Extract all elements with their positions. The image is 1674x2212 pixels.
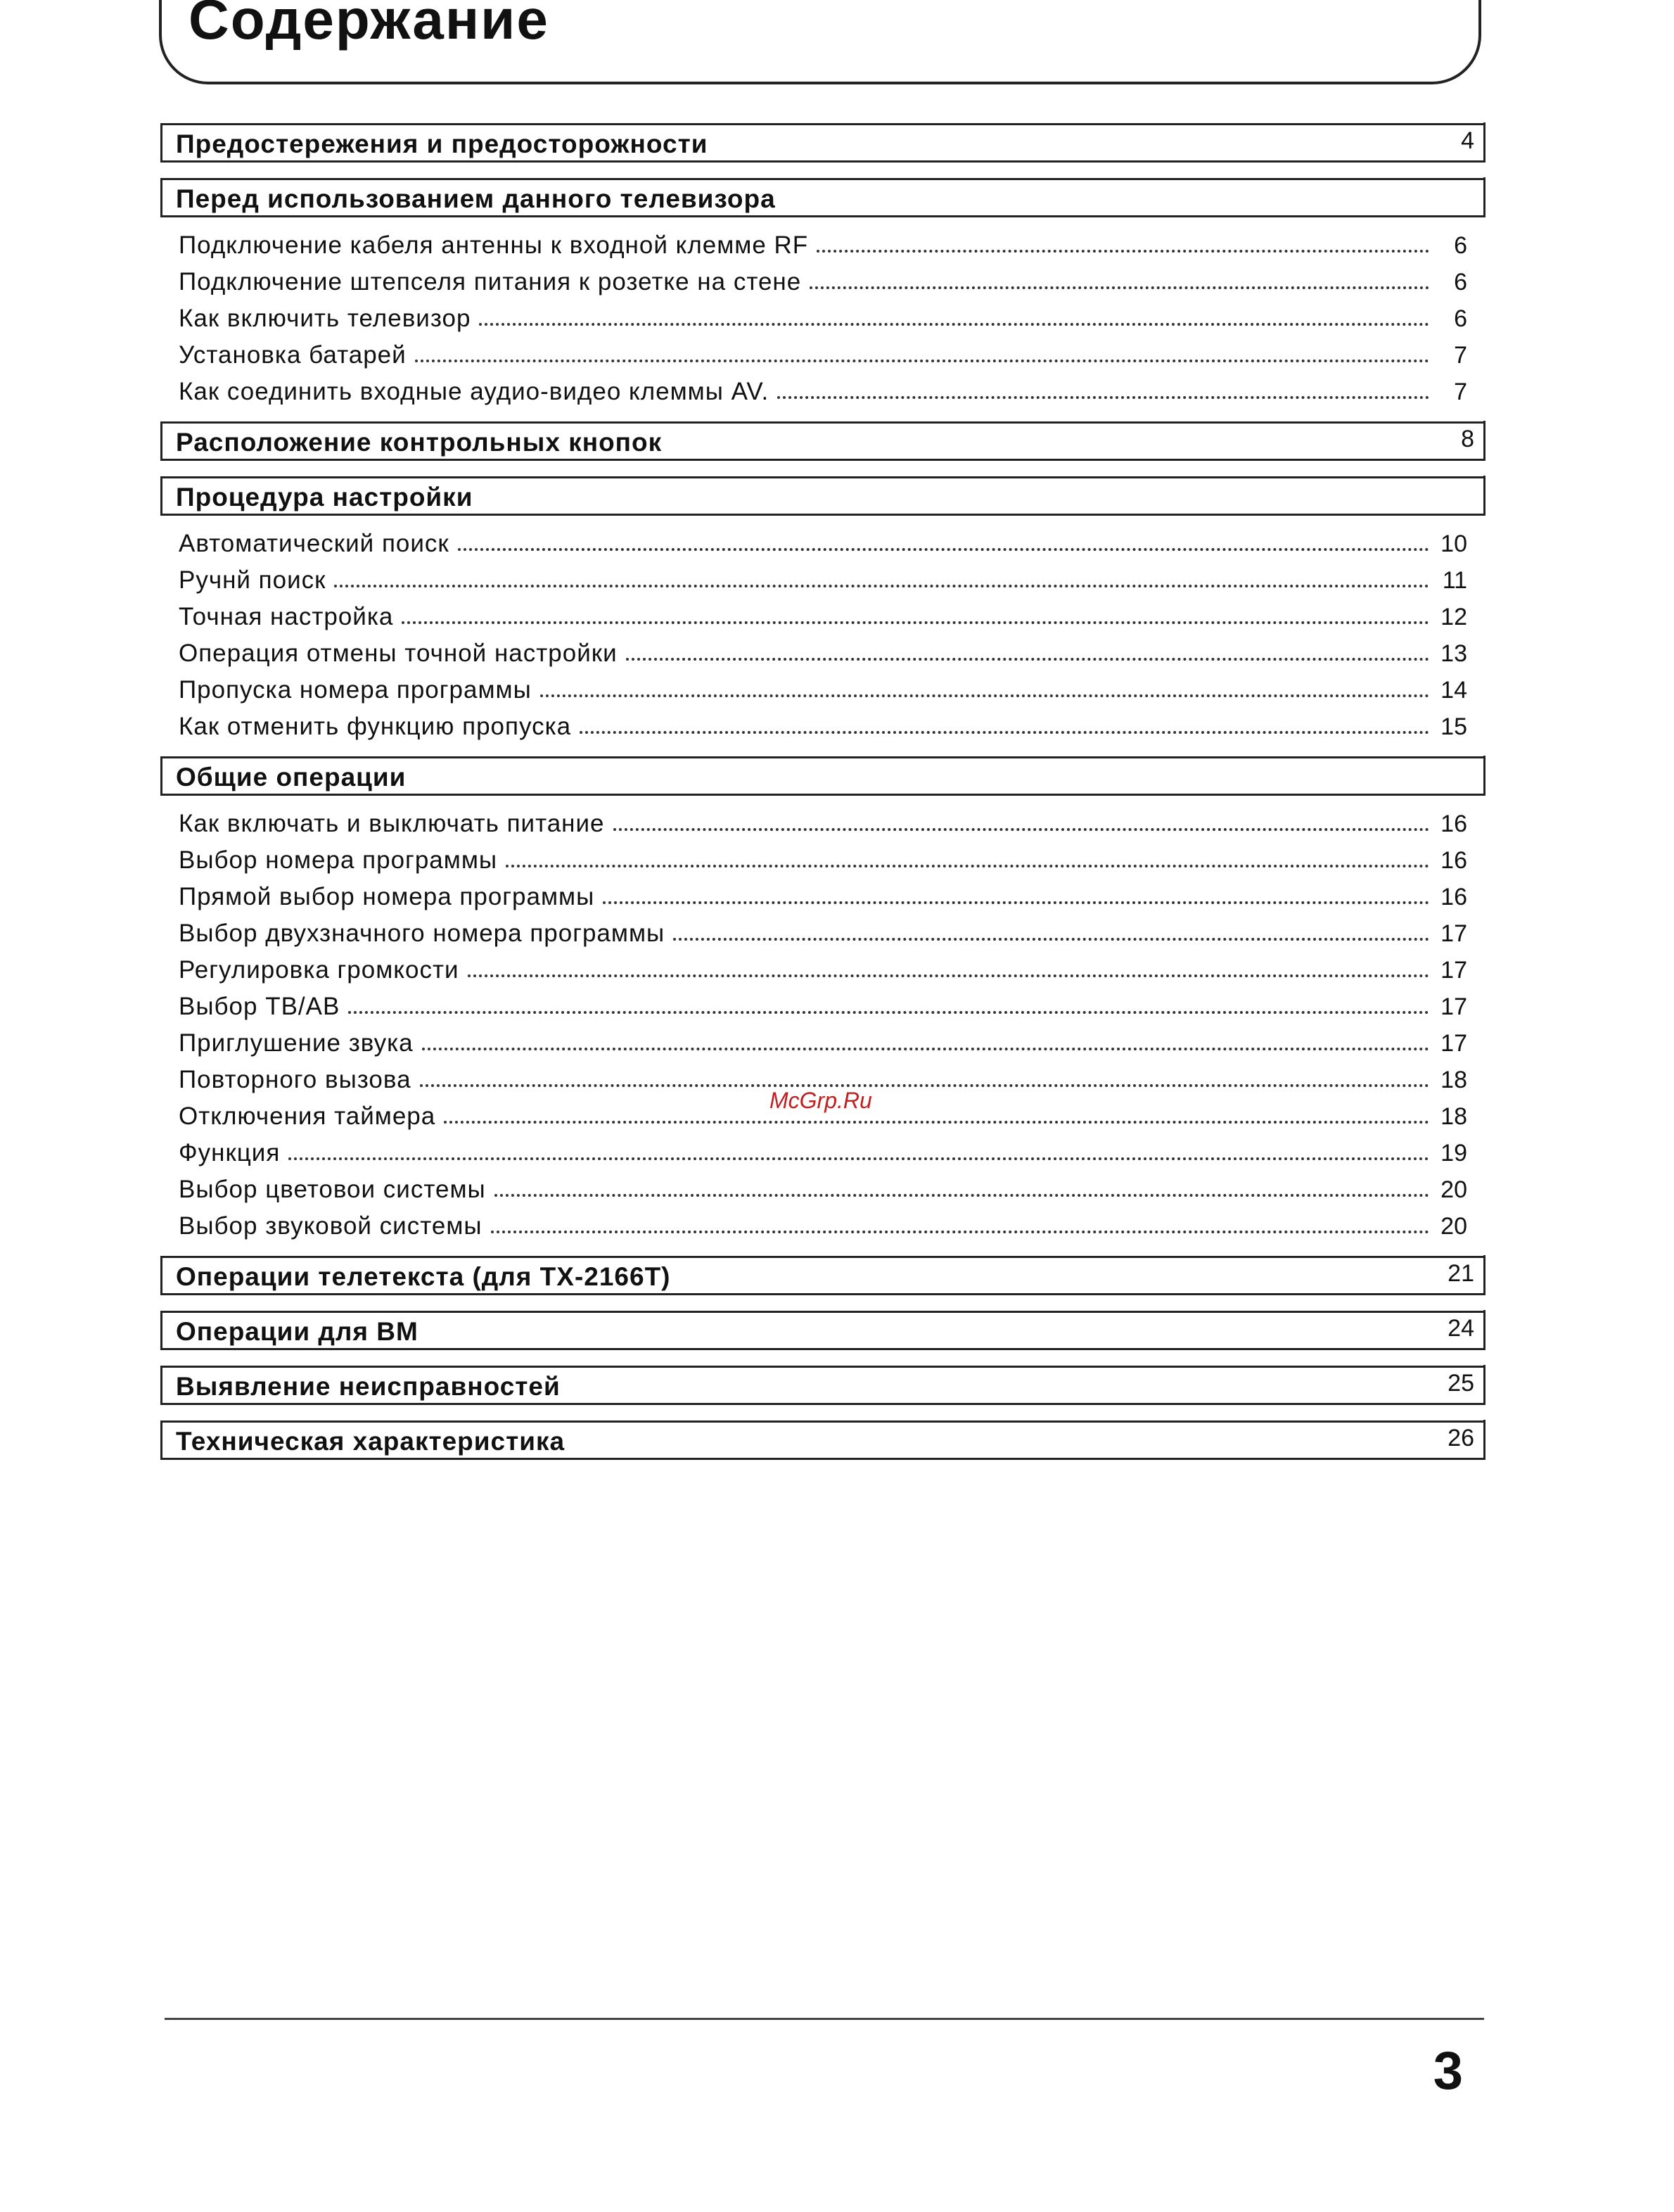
dot-leader [580,730,1429,734]
entry-label: Выбор номера программы [179,846,498,874]
dot-leader [288,1157,1429,1160]
entry-label: Пропуска номера программы [179,676,532,704]
entry-label: Установка батарей [179,341,407,369]
toc-section [160,1420,1485,1460]
section-page-number: 21 [1448,1260,1474,1287]
entry-page-number: 16 [1440,847,1467,874]
entry-page-number: 20 [1440,1213,1467,1240]
section-title[interactable]: Общие операции [176,763,411,792]
entry-page-number: 17 [1440,920,1467,947]
toc-section [160,476,1485,516]
toc-entry[interactable] [160,668,1485,704]
section-title[interactable]: Техническая характеристика [176,1427,570,1456]
toc-entry[interactable] [160,838,1485,875]
entry-page-number: 17 [1440,993,1467,1020]
entry-page-number: 11 [1442,567,1467,594]
toc-entry[interactable] [160,1167,1485,1204]
dot-leader [402,621,1429,624]
section-title[interactable]: Операции телетекста (для TX-2166T) [176,1262,677,1292]
toc-section [160,1311,1485,1350]
toc-section [160,756,1485,796]
entry-label: Операция отмены точной настройки [179,640,618,667]
entry-page-number: 16 [1440,884,1467,910]
entry-label: Регулировка громкости [179,956,459,984]
entry-page-number: 6 [1454,232,1467,259]
toc-section [160,1366,1485,1405]
entry-page-number: 13 [1440,640,1467,667]
toc-entry[interactable] [160,558,1485,595]
entry-page-number: 6 [1454,305,1467,332]
toc-section [160,421,1485,461]
section-title[interactable]: Расположение контрольных кнопок [176,428,667,457]
toc-entry[interactable] [160,984,1485,1021]
section-page-number: 24 [1448,1315,1474,1342]
dot-leader [422,1047,1429,1050]
entry-list [160,801,1485,1240]
entry-page-number: 16 [1440,811,1467,837]
entry-page-number: 17 [1440,1030,1467,1057]
entry-label: Выбор цветовои системы [179,1176,486,1203]
section-title[interactable]: Перед использованием данного телевизора [176,184,781,214]
section-title[interactable]: Выявление неисправностей [176,1372,566,1401]
entry-label: Приглушение звука [179,1029,414,1057]
toc-entry[interactable] [160,875,1485,911]
entry-page-number: 14 [1440,677,1467,704]
entry-page-number: 18 [1440,1103,1467,1130]
entry-label: Автоматический поиск [179,530,449,557]
toc-entry[interactable] [160,296,1485,333]
toc-entry[interactable] [160,948,1485,984]
toc-entry[interactable] [160,333,1485,369]
entry-label: Выбор двухзначного номера программы [179,920,665,947]
entry-page-number: 12 [1440,604,1467,630]
section-page-number: 8 [1461,426,1474,452]
entry-label: Подключение кабеля антенны к входной клемме RF [179,231,809,259]
dot-leader [603,901,1429,904]
section-page-number: 4 [1461,127,1474,154]
dot-leader [334,584,1429,587]
dot-leader [810,286,1429,289]
toc-entry[interactable] [160,521,1485,558]
toc-entry[interactable] [160,595,1485,631]
entry-page-number: 17 [1440,957,1467,984]
entry-page-number: 10 [1440,530,1467,557]
toc-entry[interactable] [160,223,1485,260]
dot-leader [491,1230,1429,1233]
entry-label: Выбор ТВ/АВ [179,993,340,1020]
table-of-contents [160,123,1485,1460]
dot-leader [540,694,1429,697]
section-title[interactable]: Предостережения и предосторожности [176,129,713,159]
section-page-number: 26 [1448,1425,1474,1451]
entry-list [160,521,1485,741]
section-title[interactable]: Операции для ВМ [176,1317,424,1347]
section-title[interactable]: Процедура настройки [176,483,478,512]
dot-leader [777,395,1429,399]
watermark: McGrp.Ru [769,1088,872,1113]
entry-label: Повторного вызова [179,1066,411,1093]
entry-page-number: 18 [1440,1067,1467,1093]
entry-label: Отключения таймера [179,1102,436,1130]
entry-label: Прямой выбор номера программы [179,883,595,910]
toc-entry[interactable] [160,704,1485,741]
dot-leader [348,1010,1429,1014]
dot-leader [415,359,1429,362]
dot-leader [506,864,1429,867]
page-number: 3 [1433,2041,1463,2101]
dot-leader [817,249,1429,253]
dot-leader [494,1193,1429,1197]
toc-section [160,178,1485,217]
toc-entry[interactable] [160,801,1485,838]
toc-entry[interactable] [160,631,1485,668]
dot-leader [613,827,1429,831]
entry-label: Как включать и выключать питание [179,810,605,837]
dot-leader [673,937,1429,941]
entry-page-number: 19 [1440,1140,1467,1167]
dot-leader [420,1083,1429,1087]
toc-section [160,1256,1485,1295]
entry-label: Выбор звуковой системы [179,1212,483,1240]
page-title: Содержание [189,0,549,51]
entry-label: Подключение штепселя питания к розетке на стене [179,268,802,295]
entry-page-number: 15 [1440,713,1467,740]
toc-entry[interactable] [160,1204,1485,1240]
dot-leader [444,1120,1429,1124]
dot-leader [468,974,1429,977]
toc-entry[interactable] [160,260,1485,296]
entry-page-number: 6 [1454,269,1467,295]
footer-rule [165,2018,1484,2020]
entry-label: Как соединить входные аудио-видео клеммы AV. [179,378,769,405]
entry-page-number: 7 [1454,379,1467,405]
toc-entry[interactable] [160,1131,1485,1167]
dot-leader [458,547,1429,551]
entry-label: Как включить телевизор [179,305,471,332]
entry-label: Функция [179,1139,281,1167]
entry-page-number: 20 [1440,1176,1467,1203]
entry-list [160,223,1485,406]
toc-entry[interactable] [160,911,1485,948]
section-page-number: 25 [1448,1370,1474,1397]
entry-label: Ручнй поиск [179,566,326,594]
dot-leader [626,657,1429,661]
entry-label: Как отменить функцию пропуска [179,713,572,740]
entry-page-number: 7 [1454,342,1467,369]
entry-label: Точная настройка [179,603,394,630]
toc-entry[interactable] [160,1021,1485,1057]
toc-section [160,123,1485,163]
toc-entry[interactable] [160,369,1485,406]
dot-leader [479,322,1429,326]
